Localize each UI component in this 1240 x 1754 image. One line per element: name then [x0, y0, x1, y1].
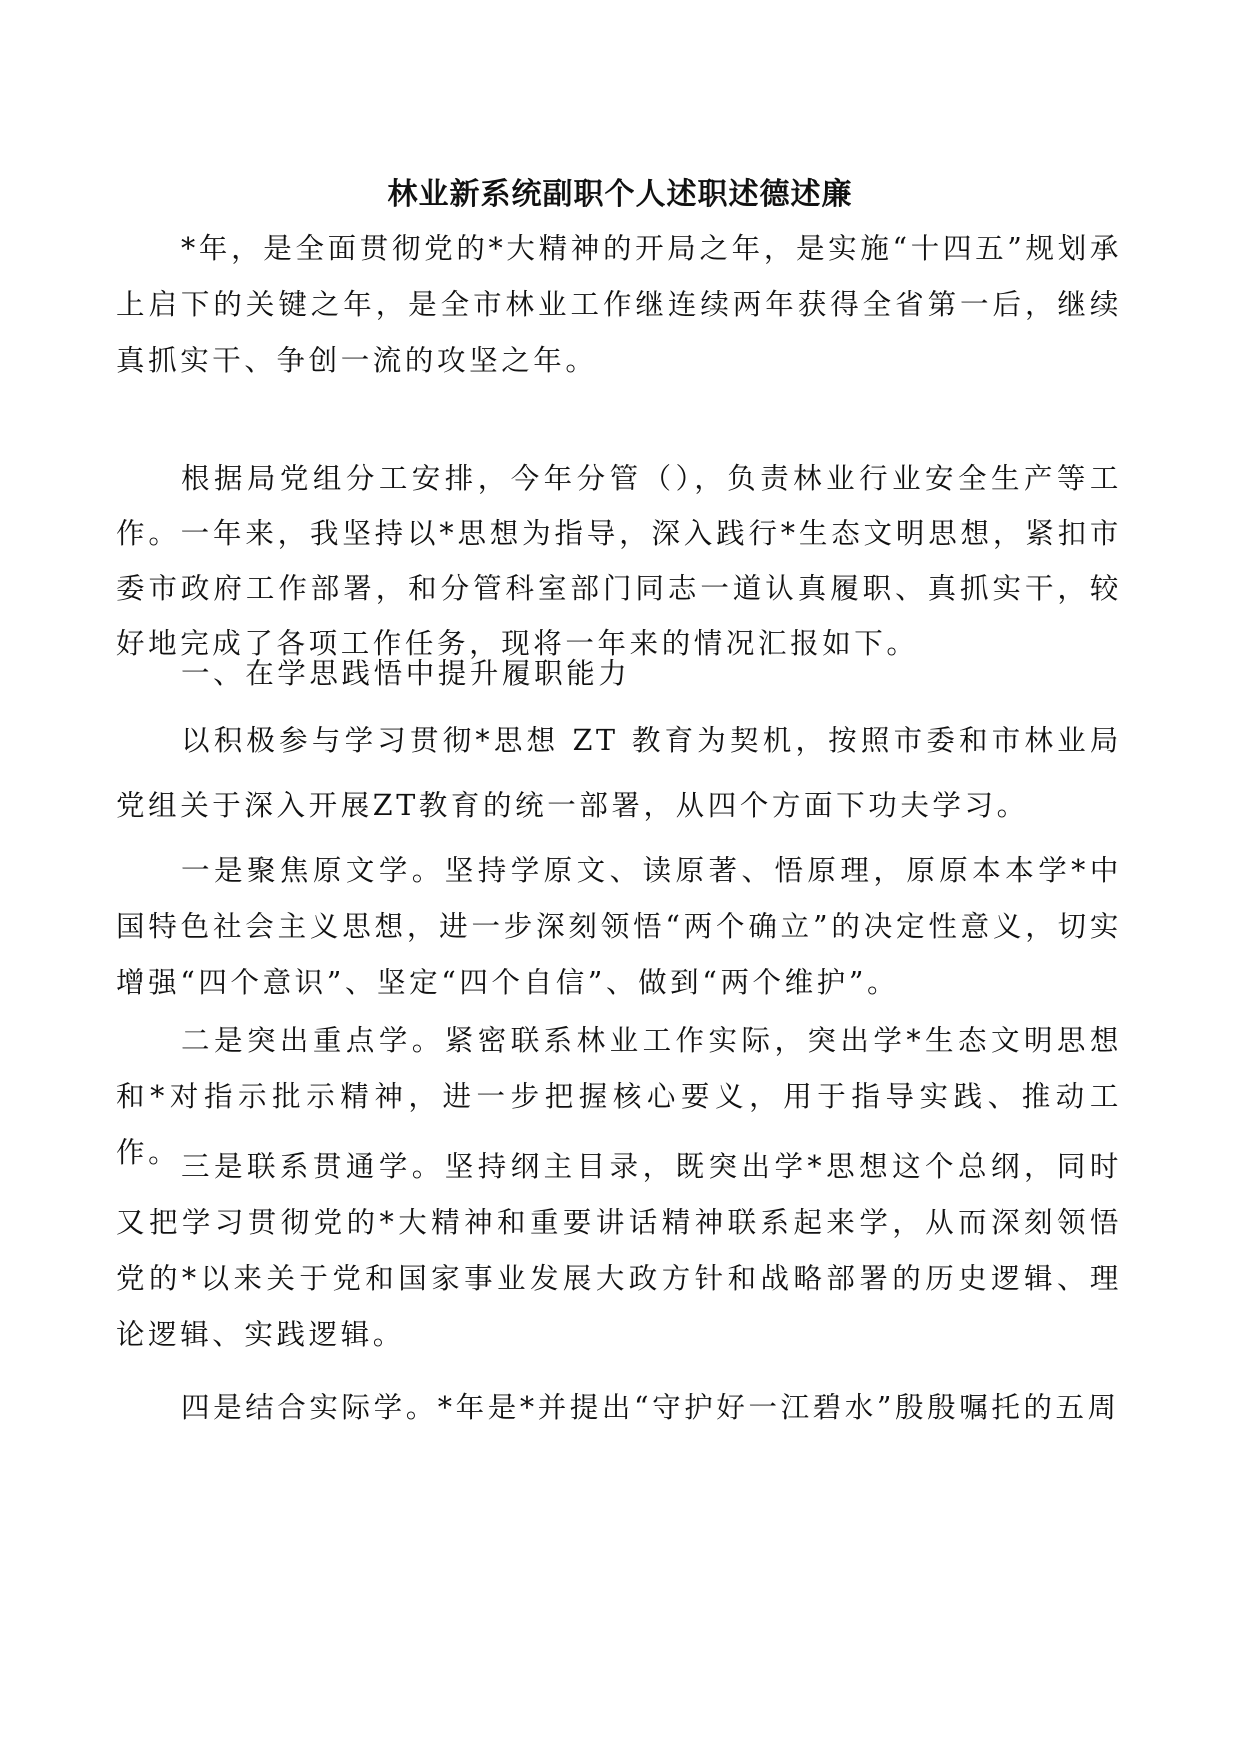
- paragraph-study-point-1: 一是聚焦原文学。坚持学原文、读原著、悟原理，原原本本学*中国特色社会主义思想，进一步深刻领悟“两个确立”的决定性意义，切实增强“四个意识”、坚定“四个自信”、做到“两个维护”。: [116, 854, 1122, 999]
- paragraph-responsibilities: 根据局党组分工安排，今年分管（），负责林业行业安全生产等工作。一年来，我坚持以*思想为指导，深入践行*生态文明思想，紧扣市委市政府工作部署，和分管科室部门同志一道认真履职、真抓实干，较好地完成了各项工作任务，现将一年来的情况汇报如下。: [116, 462, 1122, 660]
- paragraph-intro: *年，是全面贯彻党的*大精神的开局之年，是实施“十四五”规划承上启下的关键之年，是全市林业工作继连续两年获得全省第一后，继续真抓实干、争创一流的攻坚之年。: [116, 232, 1122, 377]
- paragraph-study-point-2: 二是突出重点学。紧密联系林业工作实际，突出学*生态文明思想和*对指示批示精神，进一步把握核心要义，用于指导实践、推动工作。: [116, 1024, 1122, 1169]
- paragraph-study-point-4: 四是结合实际学。*年是*并提出“守护好一江碧水”殷殷嘱托的五周: [181, 1391, 1120, 1424]
- section-heading-1: 一、在学思践悟中提升履职能力: [181, 657, 631, 690]
- paragraph-study-point-3: 三是联系贯通学。坚持纲主目录，既突出学*思想这个总纲，同时又把学习贯彻党的*大精神和重要讲话精神联系起来学，从而深刻领悟党的*以来关于党和国家事业发展大政方针和战略部署的历史逻辑、理论逻辑、实践逻辑。: [116, 1150, 1122, 1351]
- document-title: 林业新系统副职个人述职述德述廉: [387, 177, 853, 212]
- paragraph-study-overview: 以积极参与学习贯彻*思想 ZT 教育为契机，按照市委和市林业局党组关于深入开展ZT教育的统一部署，从四个方面下功夫学习。: [116, 724, 1122, 822]
